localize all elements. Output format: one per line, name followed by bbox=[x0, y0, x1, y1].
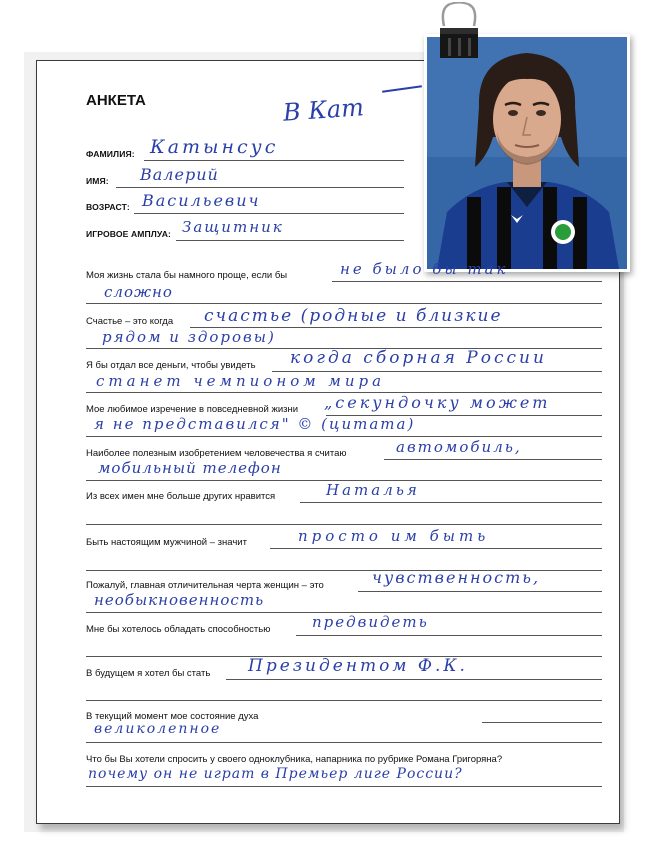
answer-4b[interactable]: я не представился" © (цитата) bbox=[94, 415, 416, 433]
question-label-11: В текущий момент мое состояние духа bbox=[86, 711, 259, 722]
form-title: АНКЕТА bbox=[86, 92, 146, 109]
answer-8b[interactable]: необыкновенность bbox=[94, 591, 265, 609]
answer-3a[interactable]: когда сборная России bbox=[290, 348, 547, 368]
player-photo bbox=[424, 34, 630, 272]
field-label-name: ИМЯ: bbox=[86, 176, 109, 186]
question-line-11b bbox=[86, 742, 602, 743]
field-line-name bbox=[116, 187, 404, 188]
question-label-5: Наиболее полезным изобретением человечества я считаю bbox=[86, 448, 347, 459]
answer-1a[interactable]: не было бы так bbox=[340, 260, 509, 278]
answer-1b[interactable]: сложно bbox=[104, 283, 173, 301]
answer-10a[interactable]: Президентом Ф.К. bbox=[248, 656, 468, 676]
question-line-10a bbox=[226, 679, 602, 680]
field-line-patronymic bbox=[134, 213, 404, 214]
answer-5a[interactable]: автомобиль, bbox=[396, 438, 522, 456]
answer-4a[interactable]: „секундочку может bbox=[324, 393, 551, 412]
question-line-1b bbox=[86, 303, 602, 304]
question-line-6b bbox=[86, 524, 602, 525]
answer-name[interactable]: Валерий bbox=[140, 165, 219, 184]
binder-clip-icon bbox=[436, 2, 482, 62]
question-line-11a bbox=[482, 722, 602, 723]
answer-2a[interactable]: счастье (родные и близкие bbox=[204, 306, 503, 326]
question-label-8: Пожалуй, главная отличительная черта женщин – это bbox=[86, 580, 324, 591]
question-line-4b bbox=[86, 436, 602, 437]
field-label-patronymic: ВОЗРАСТ: bbox=[86, 202, 130, 212]
answer-8a[interactable]: чувственность, bbox=[372, 568, 541, 587]
player-portrait-icon bbox=[427, 37, 627, 269]
question-label-10: В будущем я хотел бы стать bbox=[86, 668, 211, 679]
question-line-7a bbox=[270, 548, 602, 549]
answer-role[interactable]: Защитник bbox=[182, 218, 284, 236]
answer-7a[interactable]: просто им быть bbox=[298, 527, 490, 545]
question-line-1a bbox=[332, 281, 602, 282]
answer-3b[interactable]: станет чемпионом мира bbox=[96, 372, 386, 390]
field-label-role: ИГРОВОЕ АМПЛУА: bbox=[86, 229, 171, 239]
question-label-6: Из всех имен мне больше других нравится bbox=[86, 491, 276, 502]
question-label-12: Что бы Вы хотели спросить у своего одноклубника, напарника по рубрике Романа Григоряна? bbox=[86, 754, 503, 765]
question-line-10b bbox=[86, 700, 602, 701]
handwritten-stamp: В Кат bbox=[282, 93, 365, 127]
answer-12b[interactable]: почему он не играт в Премьер лиге России? bbox=[88, 766, 463, 782]
question-label-4: Мое любимое изречение в повседневной жизни bbox=[86, 404, 299, 415]
field-line-surname bbox=[144, 160, 404, 161]
question-label-7: Быть настоящим мужчиной – значит bbox=[86, 537, 247, 548]
answer-patronymic[interactable]: Васильевич bbox=[142, 191, 261, 210]
question-line-9a bbox=[296, 635, 602, 636]
question-label-3: Я бы отдал все деньги, чтобы увидеть bbox=[86, 360, 256, 371]
question-line-8a bbox=[358, 591, 602, 592]
answer-surname[interactable]: Катынсус bbox=[150, 136, 279, 158]
field-label-surname: ФАМИЛИЯ: bbox=[86, 149, 135, 159]
question-line-6a bbox=[300, 502, 602, 503]
answer-5b[interactable]: мобильный телефон bbox=[98, 459, 282, 477]
answer-11b[interactable]: великолепное bbox=[94, 721, 222, 737]
question-label-2: Счастье – это когда bbox=[86, 316, 174, 327]
question-label-1: Моя жизнь стала бы намного проще, если бы bbox=[86, 270, 288, 281]
question-label-9: Мне бы хотелось обладать способностью bbox=[86, 624, 271, 635]
question-line-5a bbox=[384, 459, 602, 460]
answer-6a[interactable]: Наталья bbox=[326, 481, 420, 499]
field-line-role bbox=[176, 240, 404, 241]
answer-9a[interactable]: предвидеть bbox=[312, 613, 429, 631]
question-line-12b bbox=[86, 786, 602, 787]
answer-2b[interactable]: рядом и здоровы) bbox=[102, 328, 276, 346]
